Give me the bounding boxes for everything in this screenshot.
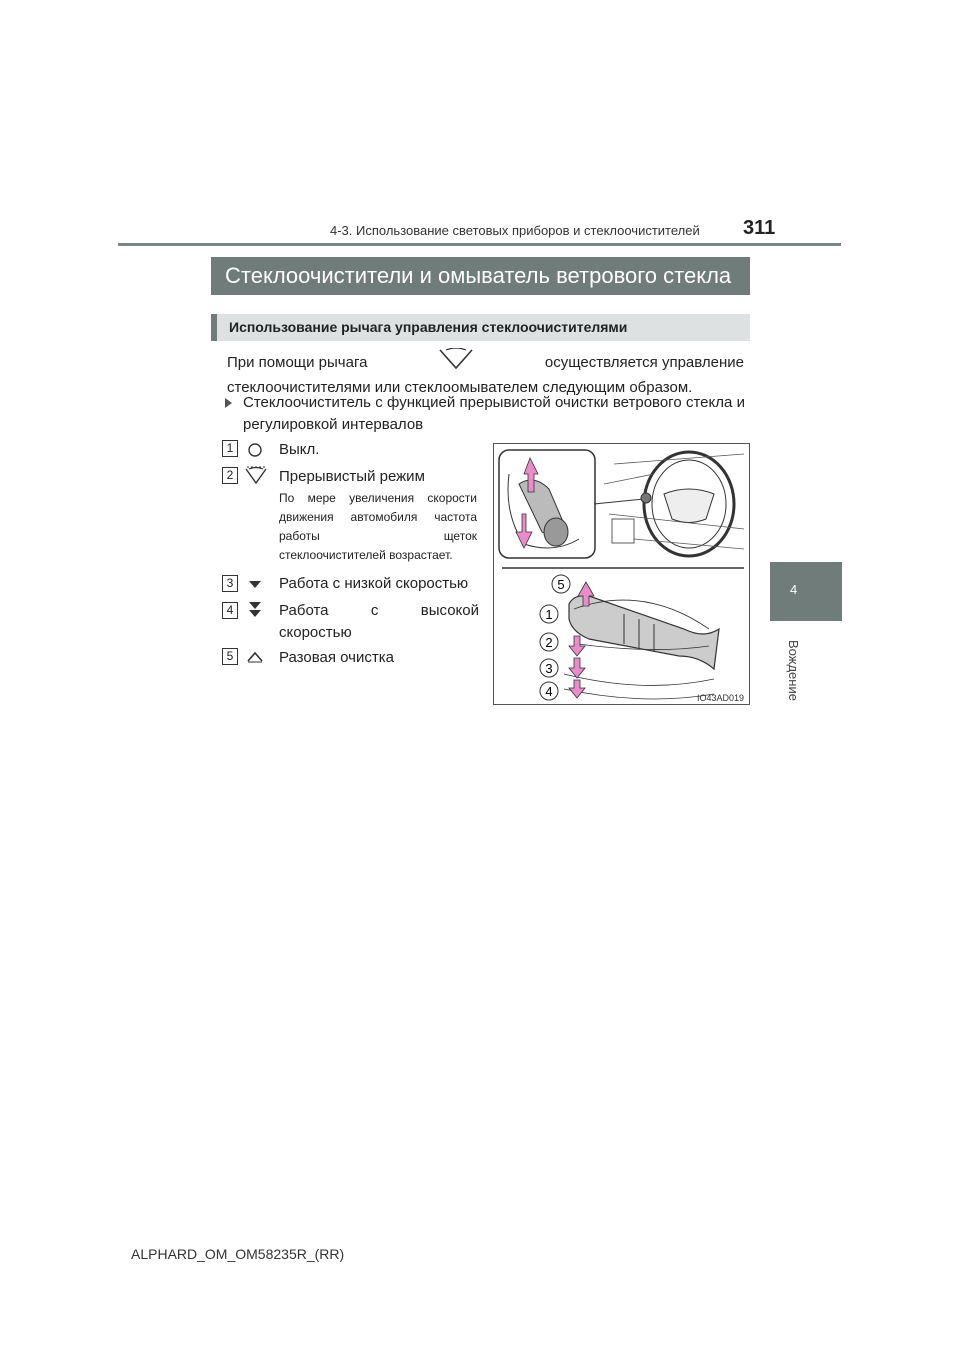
chapter-tab[interactable] (770, 562, 842, 621)
circle-off-icon (247, 442, 263, 463)
footer-doc-id: ALPHARD_OM_OM58235R_(RR) (131, 1246, 345, 1262)
page-number: 311 (743, 217, 776, 239)
callout-number-4: 4 (222, 602, 238, 619)
figure-illustration (494, 444, 749, 704)
figure-code: IO43AD019 (696, 693, 744, 703)
intro-part2: осуществляется управление (544, 353, 744, 371)
intermittent-note (279, 489, 477, 565)
item-text-mist: Разовая очистка (279, 649, 394, 666)
note-line-4: стеклоочистителей возрастает. (279, 548, 453, 562)
item-text-high-speed: Работа с высокой скоростью (279, 602, 479, 641)
bullet-item (225, 392, 745, 436)
header-divider (118, 243, 841, 246)
callout-number-1: 1 (222, 440, 238, 457)
figure-callout-5: 5 (557, 577, 565, 592)
item-text-intermittent: Прерывистый режим (279, 468, 425, 485)
figure-callout-2: 2 (545, 635, 553, 650)
figure-callout-1: 1 (545, 607, 553, 622)
intro-line2: стеклоочистителями или стеклоомывателем следующим образом. (227, 379, 693, 396)
subsection-title: Использование рычага управления стеклоочистителями (211, 314, 750, 341)
chapter-name: Вождение (786, 640, 801, 701)
arrow-up-icon (247, 650, 263, 668)
bullet-text: Стеклоочиститель с функцией прерывистой очистки ветрового стекла и регулировкой интервалов (243, 394, 745, 433)
wiper-lever-icon (421, 348, 491, 377)
note-line-3: работы щеток (279, 529, 477, 543)
wiper-lever-figure (493, 443, 750, 705)
callout-number-5: 5 (222, 648, 238, 665)
section-title: Стеклоочистители и омыватель ветрового стекла (211, 257, 750, 295)
intro-part1: При помощи рычага (227, 353, 368, 371)
figure-callout-3: 3 (545, 661, 553, 676)
note-line-2: движения автомобиля частота (279, 510, 477, 524)
callout-number-2: 2 (222, 467, 238, 484)
callout-number-3: 3 (222, 575, 238, 592)
item-text-low-speed: Работа с низкой скоростью (279, 575, 469, 592)
single-arrow-down-icon (248, 577, 262, 595)
chapter-label (783, 640, 803, 700)
figure-callout-4: 4 (545, 684, 553, 699)
bullet-triangle-icon (225, 398, 232, 408)
intermittent-wiper-icon (244, 466, 268, 491)
header-section-title: 4-3. Использование световых приборов и стеклоочистителей (330, 223, 700, 238)
note-line-1: По мере увеличения скорости (279, 491, 477, 505)
item-text-off: Выкл. (279, 441, 320, 458)
chapter-number: 4 (790, 582, 798, 597)
double-arrow-down-icon (248, 600, 262, 625)
